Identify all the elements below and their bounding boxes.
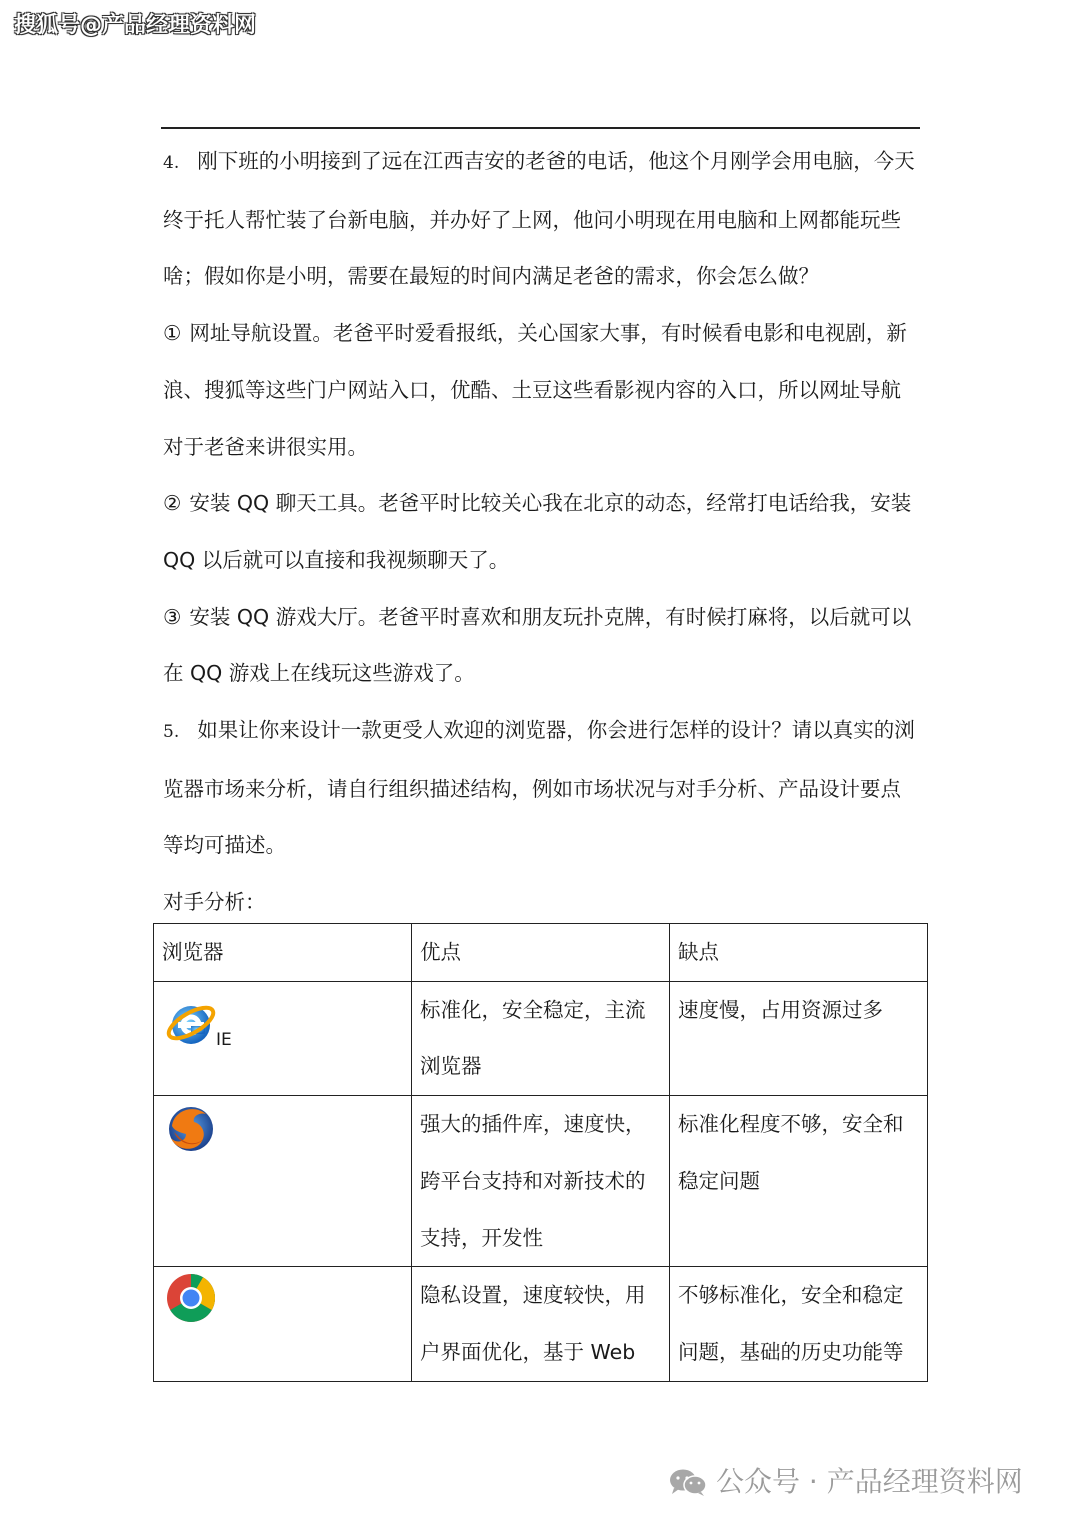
browser-cell [154,981,412,1095]
header-rule [161,127,920,129]
paragraph-text: 如果让你来设计一款更受人欢迎的浏览器，你会进行怎样的设计？请以真实的浏览器市场来分析，请自行组织描述结构，例如市场状况与对手分析、产品设计要点等均可描述。 [163,718,915,858]
pros-cell: 标准化，安全稳定，主流浏览器 [412,981,670,1095]
browser-cell [154,1096,412,1267]
answer-item-2 [163,475,920,588]
wechat-icon [668,1467,708,1497]
browser-cell [154,1267,412,1381]
pros-cell: 强大的插件库，速度快，跨平台支持和对新技术的支持，开发性 [412,1096,670,1267]
document-body [163,133,920,931]
table-header-cell: 缺点 [670,924,928,982]
comparison-table [153,923,928,1382]
cons-cell: 速度慢，占用资源过多 [670,981,928,1095]
watermark-bottom [668,1465,1023,1499]
browser-label: IE [216,1029,232,1050]
table-row [154,981,928,1095]
paragraph-number: 4. [163,153,180,173]
table-row [154,1096,928,1267]
paragraph-text: 刚下班的小明接到了远在江西吉安的老爸的电话，他这个月刚学会用电脑，今天终于托人帮忙装了台新电脑，并办好了上网，他问小明现在用电脑和上网都能玩些啥；假如你是小明，需要在最短的时间内满足老爸的需求，你会怎么做？ [163,149,915,289]
paragraph-number: ② [163,491,182,516]
paragraph-text: 网址导航设置。老爸平时爱看报纸，关心国家大事，有时候看电影和电视剧，新浪、搜狐等这些门户网站入口，优酷、土豆这些看影视内容的入口，所以网址导航对于老爸来讲很实用。 [163,321,907,459]
table-row [154,1267,928,1381]
table-header-cell: 优点 [412,924,670,982]
cons-cell: 标准化程度不够，安全和稳定问题 [670,1096,928,1267]
paragraph-number: ③ [163,604,182,629]
pros-cell: 隐私设置，速度较快，用户界面优化，基于 Web [412,1267,670,1381]
question-5 [163,702,920,874]
question-4 [163,133,920,305]
chrome-logo-icon [164,1271,218,1325]
answer-item-3 [163,589,920,702]
paragraph-text: 安装 QQ 游戏大厅。老爸平时喜欢和朋友玩扑克牌，有时候打麻将，以后就可以在 QQ 游戏上在线玩这些游戏了。 [163,604,912,686]
answer-item-1 [163,305,920,475]
paragraph-number: 5. [163,722,180,743]
firefox-logo-icon [164,1102,218,1156]
cons-cell: 不够标准化，安全和稳定问题，基础的历史功能等 [670,1267,928,1381]
paragraph-text: 安装 QQ 聊天工具。老爸平时比较关心我在北京的动态，经常打电话给我，安装 QQ 以后就可以直接和我视频聊天了。 [163,491,912,572]
ie-logo-icon [164,996,218,1050]
table-header-row [154,924,928,982]
watermark-top: 搜狐号@产品经理资料网 [14,13,257,38]
paragraph-number: ① [163,321,182,346]
table-header-cell: 浏览器 [154,924,412,982]
watermark-bottom-text: 公众号 · 产品经理资料网 [716,1465,1023,1498]
section-heading: 对手分析： [163,890,266,915]
